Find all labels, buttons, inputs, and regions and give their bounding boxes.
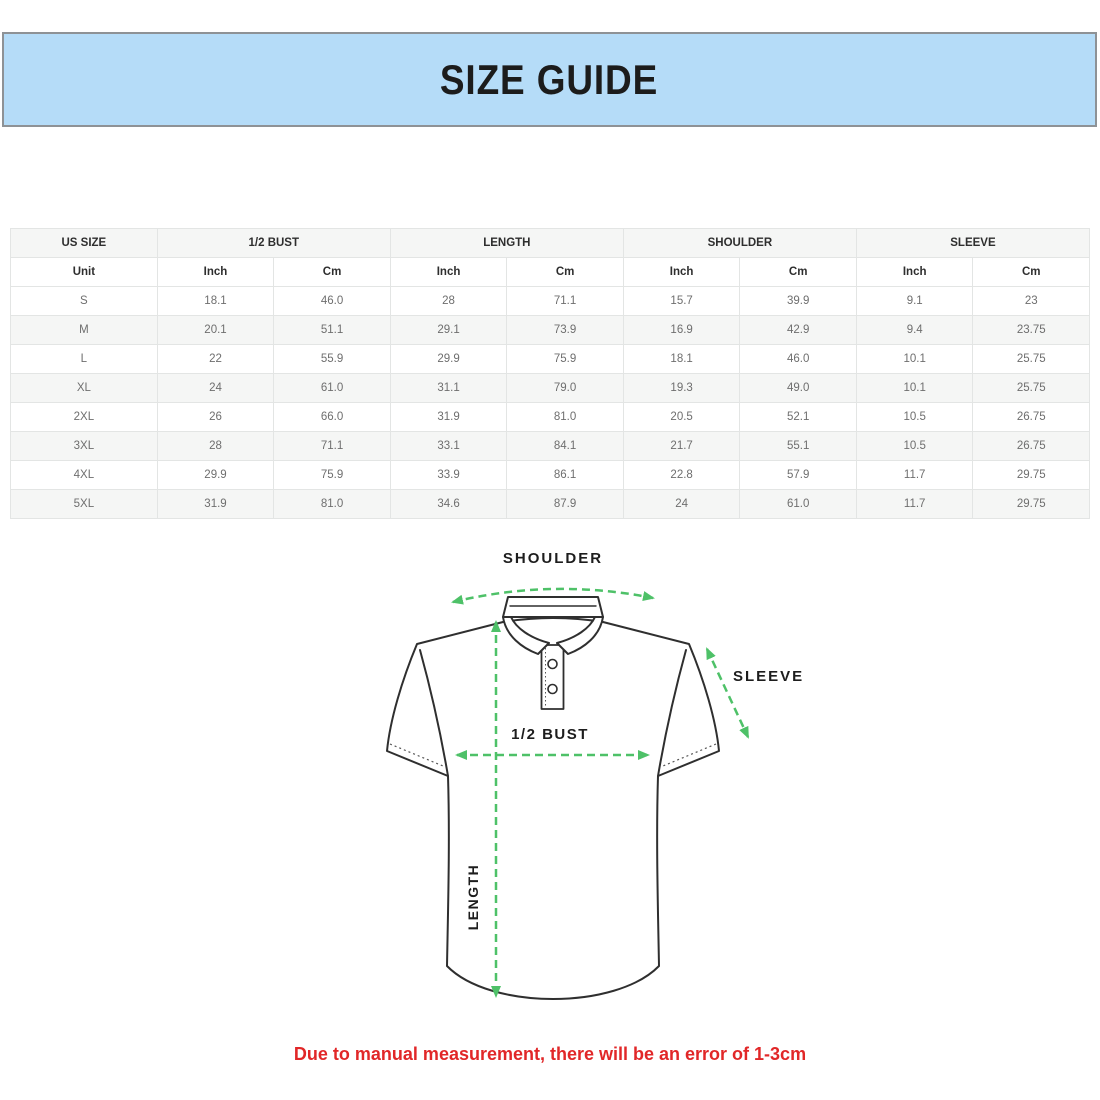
unit-header-inch: Inch	[623, 258, 740, 287]
value-cell: 18.1	[623, 345, 740, 374]
value-cell: 10.1	[856, 374, 973, 403]
value-cell: 29.9	[390, 345, 507, 374]
value-cell: 18.1	[157, 287, 274, 316]
size-cell: 5XL	[11, 490, 158, 519]
value-cell: 9.4	[856, 316, 973, 345]
value-cell: 55.1	[740, 432, 857, 461]
unit-header: Unit	[11, 258, 158, 287]
value-cell: 28	[390, 287, 507, 316]
value-cell: 46.0	[740, 345, 857, 374]
value-cell: 33.1	[390, 432, 507, 461]
value-cell: 86.1	[507, 461, 624, 490]
size-table-container	[10, 228, 1090, 519]
value-cell: 75.9	[507, 345, 624, 374]
column-header-sleeve: SLEEVE	[856, 229, 1089, 258]
value-cell: 34.6	[390, 490, 507, 519]
table-row	[11, 374, 1090, 403]
unit-header-cm: Cm	[274, 258, 391, 287]
table-group-header-row	[11, 229, 1090, 258]
size-cell: 4XL	[11, 461, 158, 490]
table-row	[11, 490, 1090, 519]
value-cell: 81.0	[274, 490, 391, 519]
size-cell: 2XL	[11, 403, 158, 432]
shirt-outline	[387, 597, 719, 999]
value-cell: 29.1	[390, 316, 507, 345]
value-cell: 11.7	[856, 490, 973, 519]
value-cell: 10.5	[856, 432, 973, 461]
length-label: LENGTH	[465, 863, 481, 931]
value-cell: 19.3	[623, 374, 740, 403]
column-header-bust: 1/2 BUST	[157, 229, 390, 258]
column-header-shoulder: SHOULDER	[623, 229, 856, 258]
bust-label: 1/2 BUST	[511, 726, 589, 743]
size-table-body	[11, 287, 1090, 519]
sleeve-label: SLEEVE	[733, 668, 805, 685]
table-row	[11, 316, 1090, 345]
size-table	[10, 228, 1090, 519]
table-unit-row	[11, 258, 1090, 287]
value-cell: 22.8	[623, 461, 740, 490]
size-cell: M	[11, 316, 158, 345]
table-row	[11, 403, 1090, 432]
value-cell: 16.9	[623, 316, 740, 345]
unit-header-inch: Inch	[157, 258, 274, 287]
value-cell: 26	[157, 403, 274, 432]
value-cell: 75.9	[274, 461, 391, 490]
value-cell: 26.75	[973, 403, 1090, 432]
value-cell: 23	[973, 287, 1090, 316]
value-cell: 71.1	[274, 432, 391, 461]
value-cell: 52.1	[740, 403, 857, 432]
size-cell: 3XL	[11, 432, 158, 461]
unit-header-cm: Cm	[740, 258, 857, 287]
value-cell: 21.7	[623, 432, 740, 461]
measurement-error-note: Due to manual measurement, there will be an error of 1-3cm	[293, 1044, 807, 1064]
unit-header-inch: Inch	[856, 258, 973, 287]
value-cell: 42.9	[740, 316, 857, 345]
value-cell: 10.5	[856, 403, 973, 432]
value-cell: 55.9	[274, 345, 391, 374]
value-cell: 66.0	[274, 403, 391, 432]
value-cell: 25.75	[973, 345, 1090, 374]
unit-header-inch: Inch	[390, 258, 507, 287]
value-cell: 28	[157, 432, 274, 461]
column-header-us-size: US SIZE	[11, 229, 158, 258]
shoulder-label: SHOULDER	[502, 550, 604, 567]
value-cell: 29.75	[973, 490, 1090, 519]
table-row	[11, 432, 1090, 461]
value-cell: 46.0	[274, 287, 391, 316]
unit-header-cm: Cm	[507, 258, 624, 287]
value-cell: 24	[623, 490, 740, 519]
shirt-measurement-diagram	[330, 540, 790, 1040]
column-header-length: LENGTH	[390, 229, 623, 258]
value-cell: 29.9	[157, 461, 274, 490]
value-cell: 26.75	[973, 432, 1090, 461]
value-cell: 31.9	[157, 490, 274, 519]
value-cell: 15.7	[623, 287, 740, 316]
value-cell: 9.1	[856, 287, 973, 316]
value-cell: 23.75	[973, 316, 1090, 345]
size-cell: XL	[11, 374, 158, 403]
size-guide-banner	[2, 32, 1097, 127]
value-cell: 87.9	[507, 490, 624, 519]
value-cell: 24	[157, 374, 274, 403]
value-cell: 29.75	[973, 461, 1090, 490]
value-cell: 31.9	[390, 403, 507, 432]
value-cell: 61.0	[740, 490, 857, 519]
value-cell: 31.1	[390, 374, 507, 403]
value-cell: 73.9	[507, 316, 624, 345]
value-cell: 49.0	[740, 374, 857, 403]
value-cell: 81.0	[507, 403, 624, 432]
value-cell: 10.1	[856, 345, 973, 374]
size-cell: S	[11, 287, 158, 316]
value-cell: 33.9	[390, 461, 507, 490]
value-cell: 79.0	[507, 374, 624, 403]
value-cell: 39.9	[740, 287, 857, 316]
table-row	[11, 345, 1090, 374]
value-cell: 20.5	[623, 403, 740, 432]
value-cell: 57.9	[740, 461, 857, 490]
value-cell: 25.75	[973, 374, 1090, 403]
value-cell: 20.1	[157, 316, 274, 345]
value-cell: 51.1	[274, 316, 391, 345]
value-cell: 61.0	[274, 374, 391, 403]
size-cell: L	[11, 345, 158, 374]
value-cell: 84.1	[507, 432, 624, 461]
value-cell: 71.1	[507, 287, 624, 316]
table-row	[11, 287, 1090, 316]
polo-shirt-illustration	[330, 540, 790, 1040]
value-cell: 22	[157, 345, 274, 374]
value-cell: 11.7	[856, 461, 973, 490]
page-title: SIZE GUIDE	[440, 55, 659, 103]
table-row	[11, 461, 1090, 490]
unit-header-cm: Cm	[973, 258, 1090, 287]
